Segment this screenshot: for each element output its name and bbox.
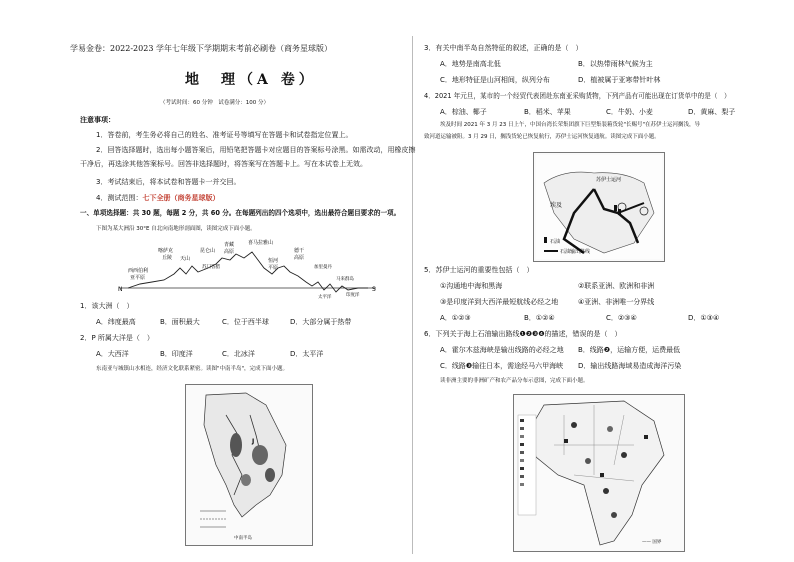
profile-label-2: 亚平原 [130, 275, 146, 281]
profile-label-9: 喜马拉雅山 [248, 240, 274, 246]
q5-statement-2: ②联系亚洲、欧洲和非洲 [578, 282, 655, 290]
q4-stem: 4．2021 年元旦，某市的一个经贸代表团赴东南亚采购货物，下列产品有可能出现在订货单中的是（ ） [424, 92, 731, 100]
profile-label-15: 加里曼丹 [314, 265, 332, 270]
q2-option-d[interactable]: D．太平洋 [290, 350, 324, 358]
section1-intro: 下图为某大洲沿 30°E 自北向南地形剖面图，读图完成下面小题。 [96, 226, 256, 232]
q2-option-a[interactable]: A．大西洋 [96, 350, 129, 358]
intro-suez-1: 埃及时间 2021 年 3 月 23 日上午，中国台湾长荣集团旗下巨型集装箱货轮"长赐号"在苏伊士运河搁浅，导 [440, 122, 701, 128]
profile-label-14: 苏门答腊 [202, 265, 220, 270]
q4-option-c[interactable]: C．牛奶、小麦 [606, 108, 653, 116]
profile-label-13: 高原 [294, 255, 305, 261]
section1-heading: 一、单项选择题：共 30 题，每题 2 分，共 60 分。在每题列出的四个选项中，选出最符合题目要求的一项。 [80, 209, 401, 217]
q6-option-b[interactable]: B．线路❷，运输方便，运费最低 [578, 346, 681, 354]
q3-stem: 3．有关中南半岛自然特征的叙述，正确的是（ ） [424, 44, 583, 52]
q1-option-a[interactable]: A．纬度最高 [96, 318, 136, 326]
profile-label-8: 昆仑山 [200, 248, 216, 254]
q1-option-c[interactable]: C．位于西半球 [222, 318, 269, 326]
legend-oil-label: 石油 [550, 239, 561, 245]
profile-label-6: 青藏 [224, 242, 235, 248]
egypt-label: 埃及 [550, 202, 563, 209]
q1-stem: 1．该大洲（ ） [80, 302, 134, 310]
south-label: S [372, 286, 376, 293]
profile-label-11: 平原 [268, 265, 279, 271]
test-scope: 七下全册（商务星球版） [142, 194, 220, 202]
notes-heading: 注意事项： [80, 116, 115, 124]
suez-oil-map-drawing [534, 153, 664, 261]
note-4: 4．测试范围：七下全册（商务星球版） [96, 194, 220, 202]
q3-option-c[interactable]: C．地形特征是山河相间，纵列分布 [440, 76, 550, 84]
africa-resources-map [513, 394, 685, 552]
note-2: 2．回答选择题时，选出每小题答案后，用铅笔把答题卡对应题目的答案标号涂黑。如需改动，用橡皮擦 [96, 146, 416, 154]
q3-option-d[interactable]: D．植被属于亚寒带针叶林 [578, 76, 661, 84]
q6-option-c[interactable]: C．线路❸输往日本，需途经马六甲海峡 [440, 362, 564, 370]
profile-label-17: 印度洋 [346, 293, 360, 298]
profile-label-3: 喀萨克 [158, 248, 174, 254]
profile-label-12: 德干 [294, 248, 305, 254]
q3-option-a[interactable]: A．地势是南高北低 [440, 60, 501, 68]
q2-option-c[interactable]: C．北冰洋 [222, 350, 255, 358]
africa-map-caption: —— 国界 [642, 540, 662, 545]
indochina-map [185, 384, 313, 546]
note-1: 1．答卷前，考生务必将自己的姓名、准考证号等填写在答题卡和试卷指定位置上。 [96, 131, 353, 139]
svg-text:J: J [252, 438, 255, 445]
q5-statement-3: ③是印度洋到大西洋最短航线必经之地 [440, 298, 559, 306]
q6-option-d[interactable]: D．输出线路海域易造成海洋污染 [578, 362, 682, 370]
intro-suez-2: 致河道运输被阻。3 月 29 日，搁浅货轮已恢复航行，苏伊士运河恢复通航。读图完成下面小题。 [424, 134, 660, 140]
q6-option-a[interactable]: A．霍尔木兹海峡是输出线路的必经之地 [440, 346, 564, 354]
q6-stem: 6．下列关于海上石油输出路线❶❷❸❹的描述，错误的是（ ） [424, 330, 622, 338]
exam-title: 学易金卷：2022-2023 学年七年级下学期期末考前必刷卷（商务星球版） [70, 44, 332, 53]
q4-option-a[interactable]: A．棕油、椰子 [440, 108, 487, 116]
column-divider [412, 36, 413, 554]
subject-title: 地 理（A 卷） [185, 72, 317, 88]
indochina-map-caption: 中南半岛 [234, 536, 252, 541]
indochina-map-drawing [186, 385, 312, 545]
q2-stem: 2．P 所属大洋是（ ） [80, 334, 154, 342]
profile-label-7: 高原 [224, 249, 235, 255]
q5-option-c[interactable]: C．②③④ [606, 314, 637, 322]
q1-option-b[interactable]: B．面积最大 [160, 318, 200, 326]
q4-option-b[interactable]: B．稻米、苹果 [524, 108, 571, 116]
q2-option-b[interactable]: B．印度洋 [160, 350, 193, 358]
exam-meta: （考试时间：60 分钟 试卷满分：100 分） [160, 100, 269, 106]
suez-oil-map [533, 152, 665, 262]
suez-canal-label: 苏伊士运河 [596, 177, 622, 183]
intro-indochina: 东南亚与城镇山水相连，经济文化联系紧密。读图"中南半岛"，完成下面小题。 [96, 366, 289, 372]
q5-option-d[interactable]: D．①③④ [688, 314, 720, 322]
note-3: 3．考试结束后，将本试卷和答题卡一并交回。 [96, 178, 241, 186]
terrain-profile-figure [118, 238, 380, 300]
note-2b: 干净后，再选涂其他答案标号。回答非选择题时，将答案写在答题卡上。写在本试卷上无效。 [80, 160, 367, 168]
africa-resources-map-drawing [514, 395, 684, 551]
q5-statement-4: ④亚洲、非洲唯一分界线 [578, 298, 655, 306]
q4-option-d[interactable]: D．黄麻、梨子 [688, 108, 736, 116]
q5-statement-1: ①沟通地中海和黑海 [440, 282, 503, 290]
q5-stem: 5．苏伊士运河的重要性包括（ ） [424, 266, 534, 274]
profile-label-18: 太平洋 [318, 295, 332, 300]
q5-option-a[interactable]: A．①②③ [440, 314, 471, 322]
profile-label-1: 西西伯利 [128, 268, 149, 274]
profile-label-10: 恒河 [268, 258, 279, 264]
north-label: N [118, 286, 123, 293]
intro-africa: 读非洲主要的非洲矿产和农产品分布示意图，完成下面小题。 [440, 378, 589, 384]
profile-label-4: 丘陵 [162, 255, 173, 261]
legend-route-label: 石油输出路线 [560, 249, 591, 255]
q5-option-b[interactable]: B．①②④ [524, 314, 555, 322]
q3-option-b[interactable]: B．以热带雨林气候为主 [578, 60, 653, 68]
profile-label-5: 天山 [180, 256, 191, 262]
q1-option-d[interactable]: D．大部分属于热带 [290, 318, 352, 326]
profile-label-16: 马来群岛 [336, 277, 354, 282]
